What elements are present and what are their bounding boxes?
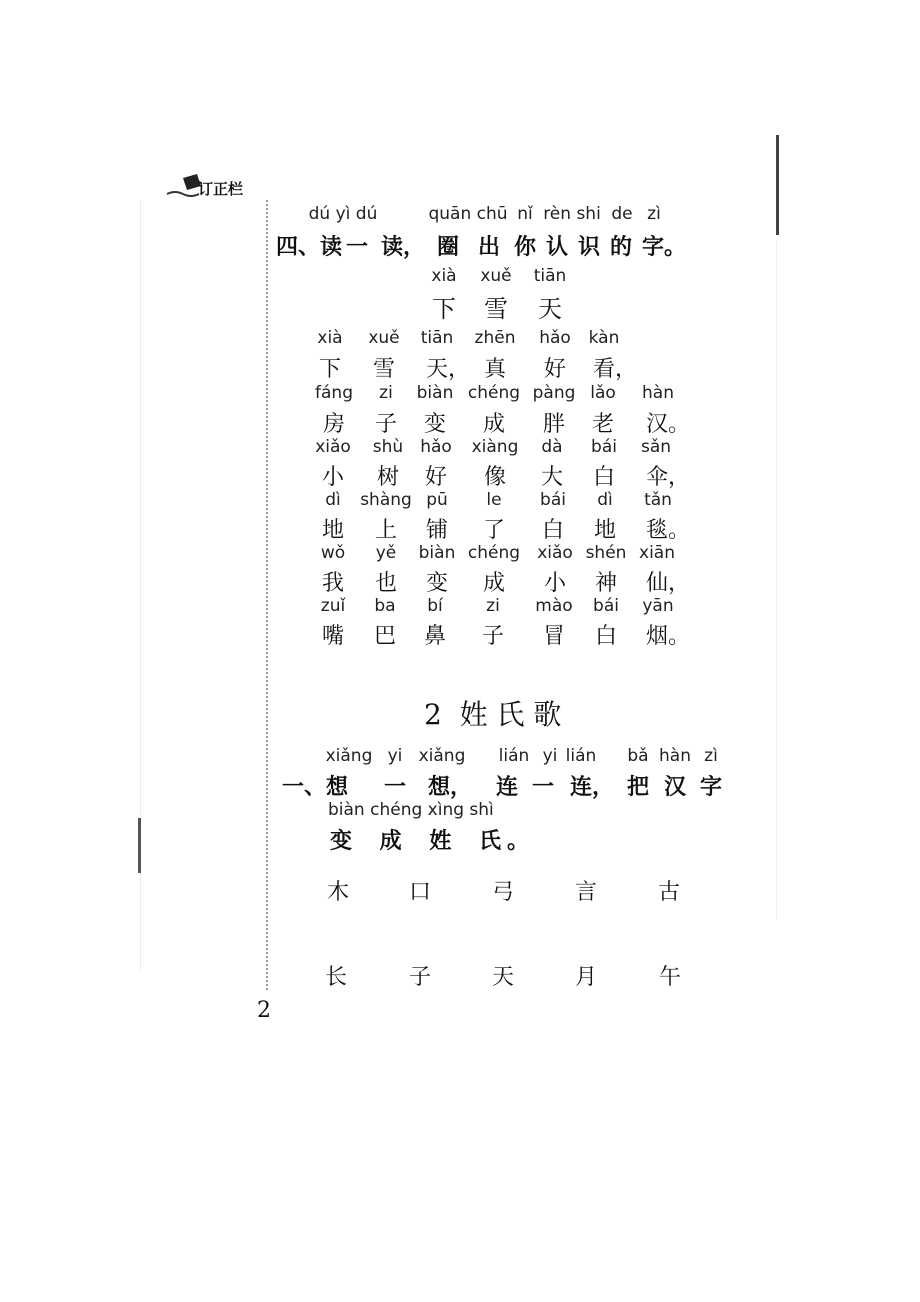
- pinyin: pū: [426, 490, 448, 510]
- question-char: 一: [531, 775, 555, 800]
- question-char: 连，: [570, 775, 615, 800]
- pinyin: le: [486, 490, 502, 510]
- pinyin: kàn: [588, 328, 620, 348]
- poem-char: 好: [543, 357, 567, 382]
- heading-char: 圈: [436, 235, 460, 260]
- pinyin: ba: [374, 596, 396, 616]
- pinyin: hàn: [659, 746, 691, 766]
- pinyin: quān chū: [428, 204, 508, 224]
- pinyin: xiǎo: [537, 543, 573, 563]
- poem-char: 也: [374, 571, 398, 596]
- poem-char: 房: [322, 412, 346, 437]
- pinyin: hǎo: [539, 328, 571, 348]
- pinyin: bǎ: [627, 746, 649, 766]
- pinyin: xià: [431, 266, 457, 286]
- poem-char: 上: [374, 518, 398, 543]
- correction-margin-divider: [266, 200, 268, 990]
- poem-char: 胖: [542, 412, 566, 437]
- pinyin: bí: [427, 596, 443, 616]
- pinyin: shén: [585, 543, 627, 563]
- poem-char: 成: [482, 412, 506, 437]
- question-line2: 变 成 姓 氏。: [330, 829, 535, 854]
- poem-char: 好: [424, 465, 448, 490]
- poem-char: 神: [594, 571, 618, 596]
- question-char: 一、想: [282, 775, 349, 800]
- heading-char: 你: [513, 235, 537, 260]
- question-char: 字: [699, 775, 723, 800]
- match-char[interactable]: 长: [324, 965, 348, 990]
- poem-char: 真: [483, 357, 507, 382]
- poem-title-char: 下: [432, 295, 456, 323]
- poem-char: 子: [481, 624, 505, 649]
- poem-char: 铺: [425, 518, 449, 543]
- poem-char: 老: [591, 412, 615, 437]
- pinyin: xiǎng: [418, 746, 466, 766]
- poem-char: 成: [482, 571, 506, 596]
- pinyin: shù: [372, 437, 404, 457]
- pinyin: xiān: [639, 543, 675, 563]
- pinyin: tiān: [533, 266, 567, 286]
- match-char[interactable]: 午: [658, 965, 682, 990]
- pinyin: lǎo: [590, 383, 616, 403]
- heading-char: 字。: [642, 235, 687, 260]
- poem-char: 白: [592, 465, 616, 490]
- poem-char: 地: [593, 518, 617, 543]
- pinyin: chéng: [467, 543, 521, 563]
- poem-title-char: 天: [538, 295, 562, 323]
- pinyin: zhēn: [474, 328, 516, 348]
- poem-char: 雪: [372, 357, 396, 382]
- pinyin: biàn: [418, 543, 456, 563]
- pinyin: xiǎo: [315, 437, 351, 457]
- pinyin: xiàng: [471, 437, 519, 457]
- scan-edge-mark: [138, 818, 141, 873]
- poem-char: 地: [321, 518, 345, 543]
- poem-char: 伞，: [646, 465, 691, 490]
- pinyin: yi: [387, 746, 403, 766]
- heading-char: 出: [477, 235, 501, 260]
- heading-char: 一: [345, 235, 369, 260]
- pinyin: pàng: [532, 383, 576, 403]
- poem-char: 汉。: [646, 412, 691, 437]
- pinyin: xià: [317, 328, 343, 348]
- pinyin: bái: [591, 437, 617, 457]
- pinyin: shàng: [360, 490, 412, 510]
- match-char[interactable]: 子: [408, 965, 432, 990]
- question-char: 想，: [428, 775, 473, 800]
- heading-char: 读，: [381, 235, 426, 260]
- match-char[interactable]: 口: [408, 880, 432, 905]
- scan-edge-line: [776, 135, 779, 235]
- poem-char: 小: [543, 571, 567, 596]
- poem-char: 大: [540, 465, 564, 490]
- poem-char: 鼻: [423, 624, 447, 649]
- pinyin: xuě: [368, 328, 400, 348]
- pinyin: mào: [535, 596, 573, 616]
- poem-char: 白: [594, 624, 618, 649]
- pinyin: yě: [375, 543, 397, 563]
- pinyin: bái: [540, 490, 566, 510]
- pinyin: biàn: [416, 383, 454, 403]
- poem-title-char: 雪: [484, 295, 508, 323]
- pinyin: zì: [704, 746, 718, 766]
- pinyin: sǎn: [640, 437, 672, 457]
- poem-char: 看，: [593, 357, 638, 382]
- pinyin: tǎn: [644, 490, 672, 510]
- pinyin: dì: [597, 490, 613, 510]
- heading-char: 认: [545, 235, 569, 260]
- poem-char: 小: [321, 465, 345, 490]
- pinyin: wǒ: [320, 543, 346, 563]
- match-char[interactable]: 古: [657, 880, 681, 905]
- poem-char: 了: [482, 518, 506, 543]
- poem-char: 像: [483, 465, 507, 490]
- pinyin: de: [611, 204, 633, 224]
- poem-char: 树: [376, 465, 400, 490]
- heading-char: 四、读: [276, 235, 343, 260]
- pinyin: chéng: [467, 383, 521, 403]
- match-char[interactable]: 言: [574, 880, 598, 905]
- pinyin: hàn: [642, 383, 674, 403]
- pinyin: lián: [565, 746, 597, 766]
- pinyin: yān: [642, 596, 674, 616]
- poem-char: 仙，: [646, 571, 691, 596]
- heading-char: 识: [577, 235, 601, 260]
- poem-char: 毯。: [646, 518, 691, 543]
- question-char: 汉: [663, 775, 687, 800]
- match-char[interactable]: 弓: [491, 880, 515, 905]
- question-char: 一: [383, 775, 407, 800]
- pinyin: fáng: [315, 383, 353, 403]
- poem-char: 子: [374, 412, 398, 437]
- poem-char: 变: [425, 571, 449, 596]
- pinyin: zuǐ: [320, 596, 346, 616]
- poem-char: 嘴: [321, 624, 345, 649]
- match-char[interactable]: 天: [491, 965, 515, 990]
- poem-char: 冒: [542, 624, 566, 649]
- pinyin: biàn chéng xìng shì: [328, 800, 494, 820]
- poem-char: 天，: [426, 357, 471, 382]
- correction-column-label: 订正栏: [198, 180, 244, 198]
- pinyin: tiān: [420, 328, 454, 348]
- poem-char: 巴: [373, 624, 397, 649]
- poem-char: 下: [318, 357, 342, 382]
- heading-char: 的: [609, 235, 633, 260]
- poem-char: 烟。: [646, 624, 691, 649]
- pinyin: yi: [542, 746, 558, 766]
- poem-char: 我: [321, 571, 345, 596]
- pinyin: hǎo: [420, 437, 452, 457]
- poem-char: 变: [423, 412, 447, 437]
- lesson-title: 2 姓 氏 歌: [424, 698, 562, 731]
- pinyin: dà: [541, 437, 563, 457]
- pinyin: zi: [486, 596, 500, 616]
- match-char[interactable]: 月: [574, 965, 598, 990]
- pinyin: rèn shi: [543, 204, 601, 224]
- scan-faint-line: [776, 240, 777, 920]
- pinyin: zì: [647, 204, 661, 224]
- question-char: 连: [495, 775, 519, 800]
- pinyin: xuě: [480, 266, 512, 286]
- pinyin: dú yì dú: [308, 204, 378, 224]
- match-char[interactable]: 木: [326, 880, 350, 905]
- pinyin: xiǎng: [325, 746, 373, 766]
- pinyin: zi: [379, 383, 393, 403]
- question-char: 把: [626, 775, 650, 800]
- pinyin: nǐ: [517, 204, 533, 224]
- poem-char: 白: [541, 518, 565, 543]
- page-number: 2: [257, 998, 271, 1023]
- pinyin: bái: [593, 596, 619, 616]
- pinyin: lián: [498, 746, 530, 766]
- pinyin: dì: [325, 490, 341, 510]
